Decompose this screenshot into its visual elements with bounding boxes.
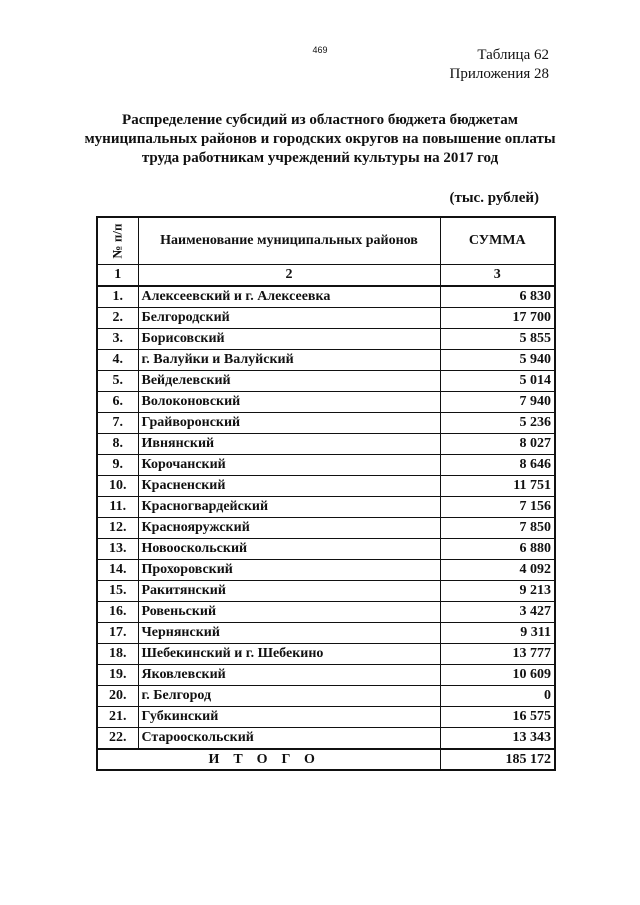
row-name: Вейделевский [138, 371, 440, 392]
row-sum: 7 850 [440, 518, 555, 539]
header-number [97, 217, 138, 265]
table-row [97, 329, 555, 350]
row-number: 13. [97, 539, 138, 560]
table-row [97, 413, 555, 434]
table-row [97, 308, 555, 329]
row-sum: 17 700 [440, 308, 555, 329]
column-index-3: 3 [440, 265, 555, 287]
title-line2: муниципальных районов и городских округов на повышение оплаты [84, 131, 556, 147]
row-name: Губкинский [138, 707, 440, 728]
column-index-2: 2 [138, 265, 440, 287]
row-sum: 7 940 [440, 392, 555, 413]
row-name: г. Валуйки и Валуйский [138, 350, 440, 371]
table-row [97, 623, 555, 644]
row-name: Красногвардейский [138, 497, 440, 518]
table-row [97, 581, 555, 602]
document-title [70, 111, 570, 168]
column-index-row [97, 265, 555, 287]
row-number: 4. [97, 350, 138, 371]
table-row [97, 371, 555, 392]
title-line1: Распределение субсидий из областного бюджета бюджетам [122, 112, 518, 128]
row-name: Белгородский [138, 308, 440, 329]
header-number-label: № п/п [109, 223, 125, 258]
row-sum: 0 [440, 686, 555, 707]
table-row [97, 707, 555, 728]
row-sum: 13 777 [440, 644, 555, 665]
table-row [97, 602, 555, 623]
table-row [97, 476, 555, 497]
row-name: Алексеевский и г. Алексеевка [138, 286, 440, 308]
row-name: Краснояружский [138, 518, 440, 539]
table-row [97, 728, 555, 750]
row-number: 19. [97, 665, 138, 686]
row-sum: 13 343 [440, 728, 555, 750]
table-reference [450, 46, 550, 84]
row-name: Прохоровский [138, 560, 440, 581]
table-row [97, 497, 555, 518]
table-row [97, 434, 555, 455]
row-number: 7. [97, 413, 138, 434]
row-name: Ровеньский [138, 602, 440, 623]
row-number: 14. [97, 560, 138, 581]
page-number: 469 [312, 45, 328, 55]
row-number: 10. [97, 476, 138, 497]
row-number: 8. [97, 434, 138, 455]
row-name: Красненский [138, 476, 440, 497]
row-number: 18. [97, 644, 138, 665]
row-sum: 4 092 [440, 560, 555, 581]
table-row [97, 560, 555, 581]
row-name: Ракитянский [138, 581, 440, 602]
subsidy-table [96, 216, 556, 771]
row-number: 22. [97, 728, 138, 750]
row-sum: 6 830 [440, 286, 555, 308]
row-sum: 5 855 [440, 329, 555, 350]
table-row [97, 392, 555, 413]
table-row [97, 518, 555, 539]
title-line3: труда работникам учреждений культуры на 2017 год [141, 150, 499, 166]
row-sum: 9 311 [440, 623, 555, 644]
row-number: 3. [97, 329, 138, 350]
row-name: Корочанский [138, 455, 440, 476]
row-number: 5. [97, 371, 138, 392]
row-number: 6. [97, 392, 138, 413]
table-ref-line2: Приложения 28 [449, 66, 549, 82]
table-row [97, 539, 555, 560]
row-number: 11. [97, 497, 138, 518]
total-sum: 185 172 [440, 749, 555, 770]
table-row [97, 644, 555, 665]
row-number: 20. [97, 686, 138, 707]
units-label: (тыс. рублей) [449, 190, 539, 206]
row-number: 15. [97, 581, 138, 602]
row-sum: 5 940 [440, 350, 555, 371]
row-sum: 8 027 [440, 434, 555, 455]
row-number: 12. [97, 518, 138, 539]
row-number: 9. [97, 455, 138, 476]
row-name: Волоконовский [138, 392, 440, 413]
total-label: ИТОГО [97, 749, 440, 770]
row-sum: 3 427 [440, 602, 555, 623]
table-body [97, 286, 555, 749]
table-ref-line1: Таблица 62 [477, 47, 549, 63]
row-sum: 8 646 [440, 455, 555, 476]
row-sum: 16 575 [440, 707, 555, 728]
row-sum: 7 156 [440, 497, 555, 518]
row-name: Новооскольский [138, 539, 440, 560]
row-number: 2. [97, 308, 138, 329]
row-number: 17. [97, 623, 138, 644]
row-name: Шебекинский и г. Шебекино [138, 644, 440, 665]
row-name: Ивнянский [138, 434, 440, 455]
row-sum: 11 751 [440, 476, 555, 497]
row-sum: 5 236 [440, 413, 555, 434]
header-sum: СУММА [440, 217, 555, 265]
row-number: 21. [97, 707, 138, 728]
row-sum: 10 609 [440, 665, 555, 686]
row-number: 16. [97, 602, 138, 623]
table-row [97, 455, 555, 476]
row-sum: 5 014 [440, 371, 555, 392]
table-row [97, 350, 555, 371]
row-sum: 6 880 [440, 539, 555, 560]
total-row [97, 749, 555, 770]
row-sum: 9 213 [440, 581, 555, 602]
table-row [97, 286, 555, 308]
row-number: 1. [97, 286, 138, 308]
table-row [97, 665, 555, 686]
row-name: Чернянский [138, 623, 440, 644]
row-name: Яковлевский [138, 665, 440, 686]
row-name: Грайворонский [138, 413, 440, 434]
column-index-1: 1 [97, 265, 138, 287]
row-name: г. Белгород [138, 686, 440, 707]
table-row [97, 686, 555, 707]
row-name: Старооскольский [138, 728, 440, 750]
table-header-row [97, 217, 555, 265]
header-name: Наименование муниципальных районов [138, 217, 440, 265]
row-name: Борисовский [138, 329, 440, 350]
